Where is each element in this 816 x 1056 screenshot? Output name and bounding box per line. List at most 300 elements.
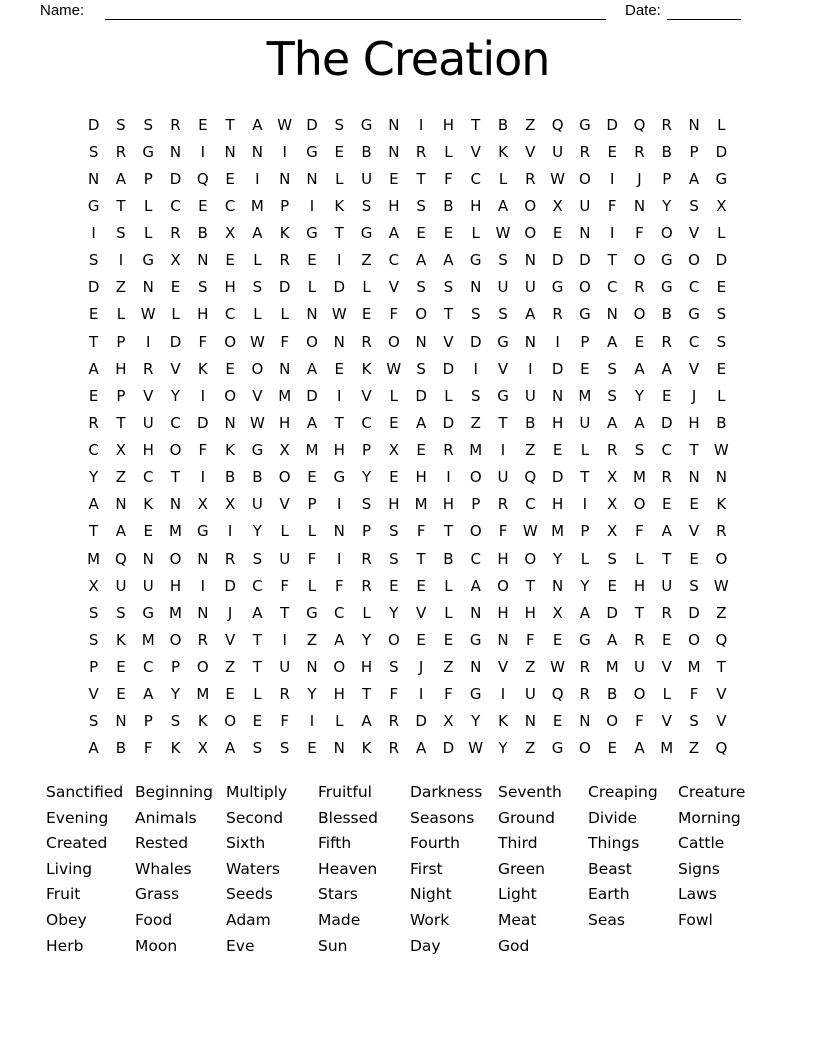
grid-letter: I xyxy=(473,359,478,378)
grid-letter: O xyxy=(196,658,209,677)
grid-letter: W xyxy=(713,441,729,460)
word-item: Whales xyxy=(135,859,192,878)
grid-letter: I xyxy=(337,386,342,405)
grid-letter: O xyxy=(578,278,591,297)
grid-letter: S xyxy=(88,251,99,270)
word-item: Living xyxy=(46,859,93,878)
grid-letter: A xyxy=(252,115,263,134)
grid-letter: E xyxy=(662,386,672,405)
grid-letter: Y xyxy=(498,739,508,758)
grid-letter: R xyxy=(197,630,209,649)
grid-letter: T xyxy=(334,413,344,432)
grid-letter: Q xyxy=(524,468,537,487)
grid-letter: N xyxy=(142,549,154,568)
grid-letter: V xyxy=(143,386,154,405)
grid-letter: J xyxy=(227,603,233,622)
grid-letter: F xyxy=(198,441,208,460)
word-item: Green xyxy=(498,859,545,878)
grid-letter: S xyxy=(416,278,426,297)
word-item: Morning xyxy=(678,808,741,827)
word-item: Meat xyxy=(498,910,537,929)
grid-letter: R xyxy=(579,685,591,704)
grid-letter: R xyxy=(224,549,236,568)
grid-letter: I xyxy=(91,224,96,243)
grid-letter: D xyxy=(278,278,291,297)
grid-letter: R xyxy=(143,359,154,378)
grid-letter: Q xyxy=(196,169,209,188)
grid-letter: A xyxy=(688,169,700,188)
grid-letter: N xyxy=(169,495,182,514)
grid-letter: X xyxy=(115,441,127,460)
grid-letter: L xyxy=(444,603,453,622)
grid-letter: T xyxy=(334,224,344,243)
grid-letter: E xyxy=(716,359,727,378)
grid-letter: F xyxy=(280,712,289,731)
grid-letter: N xyxy=(197,549,209,568)
grid-letter: A xyxy=(224,739,236,758)
grid-letter: K xyxy=(225,441,236,460)
grid-letter: U xyxy=(552,142,564,161)
grid-letter: S xyxy=(198,278,208,297)
word-item: Second xyxy=(226,808,284,827)
grid-letter: S xyxy=(689,576,699,595)
grid-letter: L xyxy=(307,522,317,541)
grid-letter: E xyxy=(607,739,617,758)
grid-letter: K xyxy=(197,359,208,378)
grid-letter: K xyxy=(143,495,154,514)
grid-letter: H xyxy=(388,495,400,514)
grid-letter: W xyxy=(386,359,402,378)
grid-letter: V xyxy=(224,630,236,649)
word-item: Laws xyxy=(678,885,717,904)
grid-letter: X xyxy=(388,441,399,460)
word-item: Adam xyxy=(226,910,271,929)
word-column xyxy=(46,780,135,959)
grid-letter: C xyxy=(88,441,99,460)
word-item: Fowl xyxy=(678,910,713,929)
grid-letter: L xyxy=(362,278,371,297)
grid-letter: U xyxy=(579,413,591,432)
grid-letter: G xyxy=(360,115,373,134)
grid-letter: N xyxy=(333,522,345,541)
grid-letter: T xyxy=(361,685,372,704)
grid-letter: L xyxy=(280,305,289,324)
grid-letter: K xyxy=(170,739,181,758)
grid-letter: A xyxy=(661,359,672,378)
grid-letter: I xyxy=(282,142,287,161)
grid-letter: E xyxy=(552,630,563,649)
grid-letter: R xyxy=(361,332,372,351)
grid-letter: A xyxy=(88,495,99,514)
grid-letter: R xyxy=(170,115,181,134)
grid-letter: V xyxy=(661,658,672,677)
grid-letter: W xyxy=(550,658,566,677)
grid-letter: G xyxy=(333,468,346,487)
grid-letter: C xyxy=(361,413,372,432)
grid-letter: A xyxy=(607,332,618,351)
grid-letter: X xyxy=(224,224,236,243)
grid-letter: L xyxy=(389,386,399,405)
grid-letter: G xyxy=(469,685,482,704)
grid-letter: Y xyxy=(553,549,563,568)
grid-letter: G xyxy=(306,224,318,243)
grid-letter: O xyxy=(688,251,700,270)
grid-letter: O xyxy=(524,196,537,215)
grid-letter: Q xyxy=(633,115,646,134)
grid-letter: S xyxy=(389,549,399,568)
grid-letter: A xyxy=(143,685,154,704)
grid-letter: A xyxy=(443,251,454,270)
grid-letter: T xyxy=(471,115,481,134)
word-item: Cattle xyxy=(678,834,725,853)
grid-letter: G xyxy=(196,522,209,541)
grid-letter: X xyxy=(716,196,727,215)
grid-letter: G xyxy=(497,386,509,405)
grid-letter: A xyxy=(470,576,481,595)
grid-letter: B xyxy=(607,685,618,704)
grid-letter: L xyxy=(444,576,453,595)
grid-letter: N xyxy=(115,495,127,514)
grid-letter: H xyxy=(688,413,700,432)
grid-letter: G xyxy=(469,251,482,270)
grid-letter: D xyxy=(660,413,673,432)
grid-letter: X xyxy=(170,251,181,270)
grid-letter: V xyxy=(661,712,672,731)
grid-letter: A xyxy=(306,359,318,378)
grid-letter: L xyxy=(717,115,726,134)
grid-letter: A xyxy=(252,603,263,622)
grid-letter: Z xyxy=(688,739,700,758)
grid-letter: K xyxy=(716,495,727,514)
grid-letter: F xyxy=(143,739,153,758)
grid-letter: N xyxy=(279,169,291,188)
word-item: Herb xyxy=(46,936,84,955)
grid-letter: R xyxy=(716,522,727,541)
grid-letter: A xyxy=(497,196,509,215)
grid-letter: O xyxy=(578,739,591,758)
grid-letter: M xyxy=(551,522,565,541)
grid-letter: L xyxy=(662,685,671,704)
grid-letter: E xyxy=(552,224,563,243)
grid-letter: L xyxy=(253,685,262,704)
grid-letter: R xyxy=(361,549,372,568)
grid-letter: E xyxy=(689,549,699,568)
grid-letter: D xyxy=(415,386,427,405)
grid-letter: E xyxy=(634,332,645,351)
word-item: Third xyxy=(498,834,538,853)
grid-letter: G xyxy=(551,278,564,297)
word-item: Darkness xyxy=(410,783,483,801)
grid-letter: V xyxy=(279,495,290,514)
word-item: Sanctified xyxy=(46,783,124,801)
grid-letter: D xyxy=(169,169,182,188)
grid-letter: V xyxy=(252,386,263,405)
grid-letter: G xyxy=(579,305,591,324)
grid-letter: E xyxy=(580,359,590,378)
name-blank-line xyxy=(105,2,606,20)
grid-letter: E xyxy=(689,495,699,514)
grid-letter: D xyxy=(333,278,346,297)
grid-letter: I xyxy=(555,332,560,351)
grid-letter: L xyxy=(635,549,644,568)
grid-letter: F xyxy=(689,685,699,704)
grid-letter: N xyxy=(388,115,400,134)
grid-letter: H xyxy=(442,495,455,514)
grid-letter: P xyxy=(170,658,181,677)
grid-letter: A xyxy=(115,522,127,541)
grid-letter: B xyxy=(252,468,263,487)
grid-letter: L xyxy=(580,441,590,460)
grid-letter: E xyxy=(662,630,672,649)
grid-letter: J xyxy=(691,386,697,405)
grid-letter: C xyxy=(142,658,154,677)
grid-letter: Z xyxy=(525,739,536,758)
word-item: Seeds xyxy=(226,885,273,904)
word-item: Evening xyxy=(46,808,109,827)
word-item: Beginning xyxy=(135,783,213,801)
grid-letter: G xyxy=(497,332,509,351)
word-column xyxy=(588,780,678,934)
grid-letter: Z xyxy=(525,658,536,677)
grid-letter: Y xyxy=(471,712,481,731)
grid-letter: D xyxy=(415,712,427,731)
grid-letter: F xyxy=(307,549,317,568)
grid-letter: L xyxy=(144,224,153,243)
grid-letter: I xyxy=(309,196,315,215)
grid-letter: M xyxy=(169,603,182,622)
grid-letter: F xyxy=(635,224,644,243)
grid-letter: T xyxy=(280,603,290,622)
word-item: Made xyxy=(318,910,361,929)
grid-letter: Y xyxy=(252,522,262,541)
word-item: Moon xyxy=(135,936,178,955)
grid-letter: T xyxy=(716,658,726,677)
grid-letter: W xyxy=(468,739,484,758)
grid-letter: D xyxy=(551,468,564,487)
grid-letter: G xyxy=(551,739,564,758)
grid-letter: T xyxy=(580,468,590,487)
grid-letter: K xyxy=(197,712,208,731)
word-item: Waters xyxy=(226,859,280,878)
grid-letter: I xyxy=(582,495,588,514)
grid-letter: I xyxy=(500,685,506,704)
grid-letter: N xyxy=(115,712,127,731)
grid-letter: T xyxy=(116,196,126,215)
grid-letter: N xyxy=(524,712,536,731)
grid-letter: C xyxy=(388,251,400,270)
grid-letter: O xyxy=(633,251,646,270)
grid-letter: B xyxy=(224,468,236,487)
grid-letter: C xyxy=(170,196,181,215)
grid-letter: R xyxy=(525,169,536,188)
word-item: Rested xyxy=(135,834,189,853)
grid-letter: Q xyxy=(115,549,127,568)
word-item: Stars xyxy=(318,885,358,904)
grid-letter: V xyxy=(170,359,181,378)
grid-letter: T xyxy=(498,413,508,432)
grid-letter: T xyxy=(252,658,262,677)
word-item: Seventh xyxy=(498,783,562,801)
grid-letter: H xyxy=(551,413,564,432)
grid-letter: C xyxy=(170,413,181,432)
grid-letter: A xyxy=(579,603,591,622)
grid-letter: G xyxy=(306,142,318,161)
grid-letter: D xyxy=(87,115,100,134)
word-item: Eve xyxy=(226,936,255,955)
grid-letter: Z xyxy=(224,658,236,677)
word-item: Fifth xyxy=(318,834,352,853)
grid-letter: E xyxy=(607,576,617,595)
grid-letter: D xyxy=(442,413,455,432)
grid-letter: E xyxy=(552,712,563,731)
grid-letter: W xyxy=(249,332,265,351)
grid-letter: E xyxy=(416,224,426,243)
grid-letter: E xyxy=(389,576,399,595)
grid-letter: G xyxy=(579,630,591,649)
word-item: Things xyxy=(588,834,640,853)
grid-letter: P xyxy=(662,169,672,188)
grid-letter: K xyxy=(498,142,508,161)
grid-letter: G xyxy=(142,251,155,270)
grid-letter: S xyxy=(470,386,481,405)
grid-letter: Z xyxy=(443,658,454,677)
grid-letter: N xyxy=(333,332,345,351)
grid-letter: O xyxy=(224,386,236,405)
grid-letter: S xyxy=(498,251,508,270)
grid-letter: T xyxy=(225,115,235,134)
grid-letter: U xyxy=(142,413,154,432)
word-item: Obey xyxy=(46,910,87,929)
grid-letter: S xyxy=(143,115,153,134)
grid-letter: M xyxy=(632,468,646,487)
grid-letter: Z xyxy=(525,441,536,460)
grid-letter: T xyxy=(116,413,126,432)
grid-letter: C xyxy=(334,603,345,622)
grid-letter: S xyxy=(470,305,481,324)
grid-letter: Z xyxy=(716,603,727,622)
grid-letter: C xyxy=(224,196,236,215)
word-item: God xyxy=(498,936,530,955)
grid-letter: O xyxy=(251,359,264,378)
word-item: Work xyxy=(410,910,450,929)
grid-letter: N xyxy=(251,142,263,161)
word-item: Fruit xyxy=(46,885,81,904)
word-item: Day xyxy=(410,936,441,955)
grid-letter: A xyxy=(607,630,618,649)
grid-letter: B xyxy=(443,549,454,568)
grid-letter: T xyxy=(89,332,99,351)
grid-letter: R xyxy=(661,332,672,351)
grid-letter: W xyxy=(550,169,566,188)
word-item: Fruitful xyxy=(318,783,372,801)
grid-letter: O xyxy=(660,224,673,243)
grid-letter: B xyxy=(525,413,536,432)
grid-letter: E xyxy=(198,115,208,134)
grid-letter: L xyxy=(335,169,344,188)
grid-letter: E xyxy=(116,658,126,677)
grid-letter: M xyxy=(660,739,674,758)
grid-letter: O xyxy=(497,576,509,595)
grid-letter: O xyxy=(524,549,537,568)
grid-letter: F xyxy=(334,576,344,595)
word-column xyxy=(498,780,588,959)
grid-letter: I xyxy=(609,169,615,188)
word-column xyxy=(410,780,498,959)
grid-letter: E xyxy=(307,739,317,758)
grid-letter: F xyxy=(198,332,208,351)
grid-letter: R xyxy=(661,468,672,487)
grid-letter: D xyxy=(469,332,482,351)
grid-letter: C xyxy=(688,332,700,351)
grid-letter: R xyxy=(361,576,372,595)
grid-letter: I xyxy=(337,549,342,568)
grid-letter: V xyxy=(416,603,427,622)
grid-letter: A xyxy=(634,413,645,432)
grid-letter: S xyxy=(716,332,727,351)
grid-letter: A xyxy=(634,359,645,378)
grid-letter: O xyxy=(278,468,291,487)
grid-letter: N xyxy=(715,468,727,487)
grid-letter: V xyxy=(88,685,99,704)
grid-letter: S xyxy=(389,658,399,677)
grid-letter: V xyxy=(688,224,700,243)
grid-letter: Y xyxy=(361,630,372,649)
grid-letter: I xyxy=(200,386,206,405)
word-item: Divide xyxy=(588,808,638,827)
grid-letter: N xyxy=(169,142,182,161)
grid-letter: L xyxy=(280,522,289,541)
grid-letter: D xyxy=(306,115,318,134)
grid-letter: O xyxy=(224,332,236,351)
grid-letter: Z xyxy=(115,468,127,487)
grid-letter: J xyxy=(637,169,642,188)
grid-letter: I xyxy=(255,169,260,188)
grid-letter: O xyxy=(688,630,700,649)
grid-letter: G xyxy=(715,169,728,188)
grid-letter: U xyxy=(524,685,536,704)
grid-letter: N xyxy=(388,142,400,161)
grid-letter: R xyxy=(170,224,181,243)
grid-letter: C xyxy=(252,576,263,595)
grid-letter: M xyxy=(414,495,428,514)
grid-letter: A xyxy=(634,739,645,758)
grid-letter: W xyxy=(331,305,347,324)
grid-letter: I xyxy=(609,224,615,243)
grid-letter: I xyxy=(200,142,206,161)
grid-letter: Y xyxy=(170,685,181,704)
grid-letter: S xyxy=(170,712,181,731)
grid-letter: G xyxy=(579,115,591,134)
grid-letter: H xyxy=(442,115,455,134)
grid-letter: N xyxy=(524,251,536,270)
grid-letter: I xyxy=(227,522,233,541)
grid-letter: O xyxy=(715,549,728,568)
grid-letter: U xyxy=(279,658,291,677)
grid-letter: N xyxy=(497,630,509,649)
grid-letter: R xyxy=(606,441,618,460)
grid-letter: O xyxy=(633,305,646,324)
grid-letter: F xyxy=(416,522,426,541)
grid-letter: M xyxy=(141,630,155,649)
grid-letter: L xyxy=(116,305,126,324)
grid-letter: W xyxy=(277,115,293,134)
grid-letter: S xyxy=(88,142,99,161)
grid-letter: U xyxy=(279,549,291,568)
grid-letter: S xyxy=(498,305,508,324)
grid-letter: S xyxy=(116,115,126,134)
grid-letter: Y xyxy=(634,386,645,405)
grid-letter: S xyxy=(116,603,126,622)
